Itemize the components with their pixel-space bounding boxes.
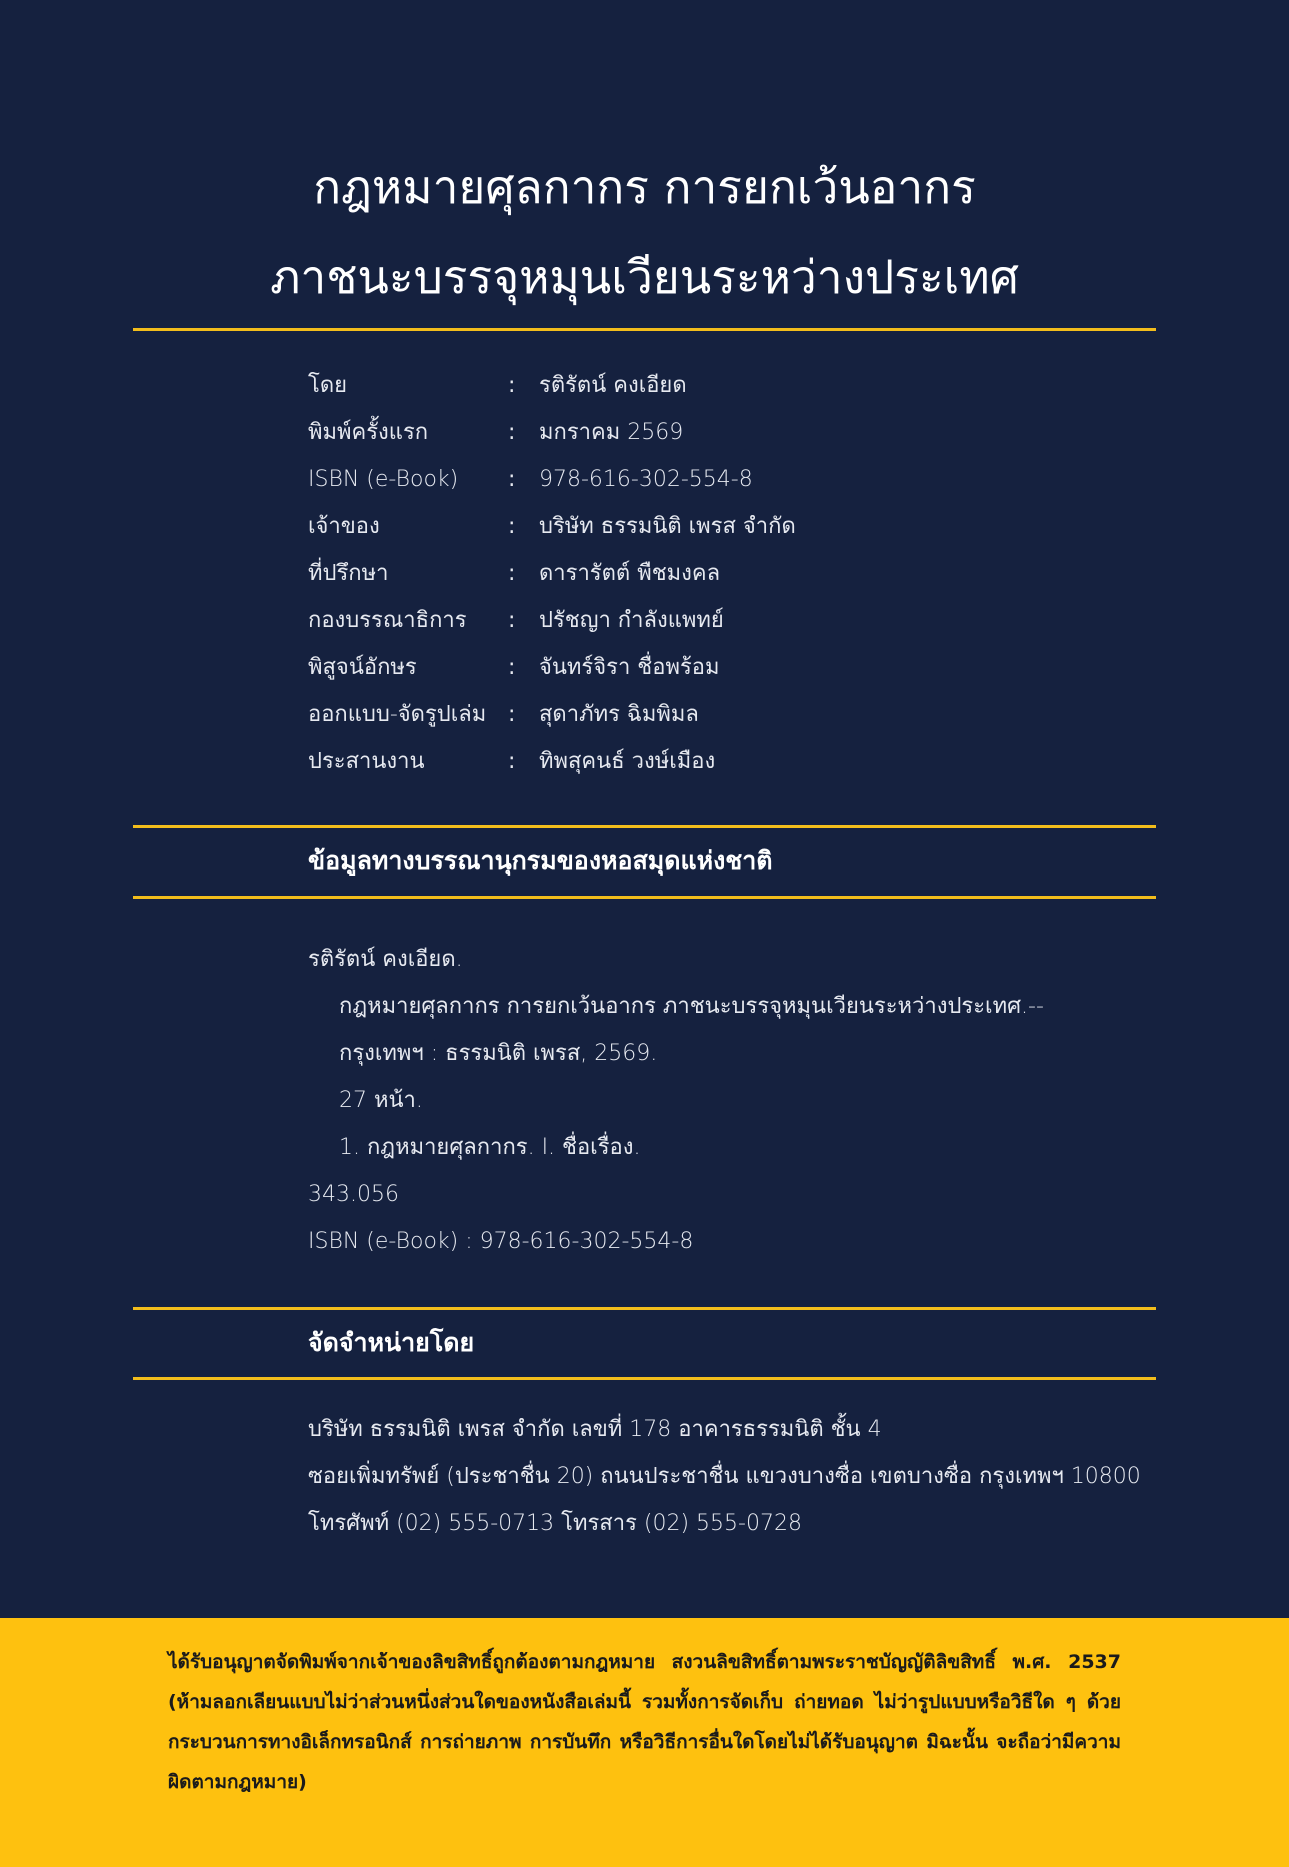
credit-label: ที่ปรึกษา — [308, 561, 389, 586]
credit-colon: : — [508, 373, 516, 398]
catalog-author: รติรัตน์ คงเอียด. — [308, 947, 463, 972]
credit-value: 978-616-302-554-8 — [539, 467, 753, 492]
credit-label: ออกแบบ-จัดรูปเล่ม — [308, 702, 487, 727]
copyright-notice: ได้รับอนุญาตจัดพิมพ์จากเจ้าของลิขสิทธิ์ถูกต้องตามกฎหมาย สงวนลิขสิทธิ์ตามพระราชบัญญัติลิขสิทธิ์ พ.ศ. 2537 (ห้ามลอกเลียนแบบไม่ว่าส่วนหนึ่งส่วนใดของหนังสือเล่มนี้ รวมทั้งการจัดเก็บ ถ่ายทอด ไม่ว่ารูปแบบหรือวิธีใด ๆ ด้วยกระบวนการทางอิเล็กทรอนิกส์ การถ่ายภาพ การบันทึก หรือวิธีการอื่นใดโดยไม่ได้รับอนุญาต มิฉะนั้น จะถือว่ามีความผิดตามกฎหมาย) — [168, 1651, 1121, 1793]
credit-value: บริษัท ธรรมนิติ เพรส จำกัด — [539, 514, 796, 539]
title-line-2: ภาชนะบรรจุหมุนเวียนระหว่างประเทศ — [270, 250, 1019, 304]
credit-colon: : — [508, 608, 516, 633]
credit-row-editorial — [308, 597, 796, 644]
credit-label: กองบรรณาธิการ — [308, 608, 467, 633]
distributor-line: บริษัท ธรรมนิติ เพรส จำกัด เลขที่ 178 อาคารธรรมนิติ ชั้น 4 — [308, 1417, 882, 1442]
distributor-contact: โทรศัพท์ (02) 555-0713 โทรสาร (02) 555-0728 — [308, 1511, 802, 1536]
credit-colon: : — [508, 749, 516, 774]
catalog-pages: 27 หน้า. — [339, 1088, 423, 1113]
credit-value: จันทร์จิรา ชื่อพร้อม — [539, 655, 720, 680]
credit-row-first-print — [308, 409, 796, 456]
distributor-line: ซอยเพิ่มทรัพย์ (ประชาชื่น 20) ถนนประชาชื่น แขวงบางซื่อ เขตบางซื่อ กรุงเทพฯ 10800 — [308, 1464, 1141, 1489]
catalog-subject: 1. กฎหมายศุลกากร. I. ชื่อเรื่อง. — [339, 1135, 641, 1160]
catalog-entry — [308, 936, 1044, 1265]
credit-row-design — [308, 691, 796, 738]
credits-list — [308, 362, 796, 785]
credit-value: มกราคม 2569 — [539, 420, 684, 445]
credit-value: รติรัตน์ คงเอียด — [539, 373, 687, 398]
catalog-title: กฎหมายศุลกากร การยกเว้นอากร ภาชนะบรรจุหมุนเวียนระหว่างประเทศ.-- — [339, 994, 1044, 1019]
credit-row-owner — [308, 503, 796, 550]
credit-value: ปรัชญา กำลังแพทย์ — [539, 608, 724, 633]
credit-label: พิสูจน์อักษร — [308, 655, 417, 680]
distribution-heading: จัดจำหน่ายโดย — [308, 1328, 475, 1357]
catalog-divider-bottom — [133, 896, 1156, 899]
catalog-heading: ข้อมูลทางบรรณานุกรมของหอสมุดแห่งชาติ — [308, 846, 773, 875]
distribution-divider-top — [133, 1307, 1156, 1310]
credit-value: ทิพสุคนธ์ วงษ์เมือง — [539, 749, 716, 774]
distributor-address — [308, 1406, 1141, 1547]
credit-row-coordinator — [308, 738, 796, 785]
credit-label: ประสานงาน — [308, 749, 425, 774]
distribution-divider-bottom — [133, 1377, 1156, 1380]
catalog-classification: 343.056 — [308, 1182, 399, 1207]
credit-value: สุดาภัทร ฉิมพิมล — [539, 702, 699, 727]
title-line-1: กฎหมายศุลกากร การยกเว้นอากร — [313, 160, 976, 214]
credit-label: พิมพ์ครั้งแรก — [308, 420, 429, 445]
catalog-divider-top — [133, 825, 1156, 828]
credit-colon: : — [508, 561, 516, 586]
credit-colon: : — [508, 467, 516, 492]
credit-label: โดย — [308, 373, 347, 398]
credit-colon: : — [508, 702, 516, 727]
page-title — [0, 142, 1289, 322]
credit-label: ISBN (e-Book) — [308, 467, 459, 492]
credit-row-proofreader — [308, 644, 796, 691]
catalog-publisher: กรุงเทพฯ : ธรรมนิติ เพรส, 2569. — [339, 1041, 658, 1066]
copyright-footer — [0, 1618, 1289, 1867]
credit-row-advisor — [308, 550, 796, 597]
credit-value: ดารารัตต์ พืชมงคล — [539, 561, 721, 586]
credit-row-author — [308, 362, 796, 409]
credit-row-isbn — [308, 456, 796, 503]
catalog-isbn: ISBN (e-Book) : 978-616-302-554-8 — [308, 1229, 694, 1254]
credit-colon: : — [508, 655, 516, 680]
credit-colon: : — [508, 514, 516, 539]
title-divider — [133, 328, 1156, 331]
credit-label: เจ้าของ — [308, 514, 380, 539]
credit-colon: : — [508, 420, 516, 445]
